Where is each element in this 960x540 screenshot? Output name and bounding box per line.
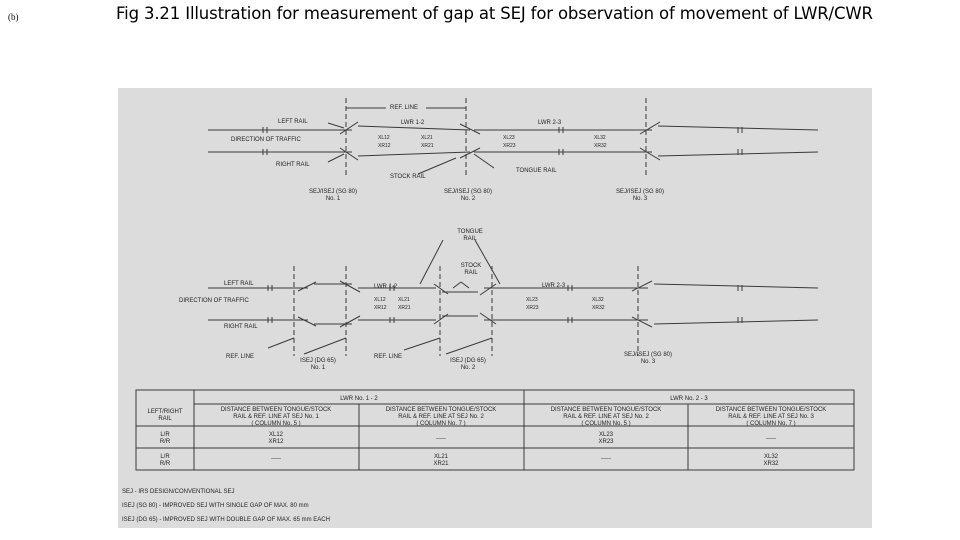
bottom-xl32: XL32 (592, 297, 604, 303)
top-lwr12-label: LWR 1-2 (401, 120, 425, 126)
table-rowhead-line2: RAIL (158, 416, 172, 422)
top-xl12: XL12 (378, 135, 390, 141)
table-col1-line3: ( COLUMN No. 5 ) (251, 421, 301, 427)
table-row2-xl32: XL32 (763, 454, 779, 460)
top-ref-line-label: REF. LINE (390, 105, 419, 111)
bottom-xr12: XR12 (374, 305, 387, 311)
top-xr12: XR12 (378, 143, 391, 149)
top-right-rail-label: RIGHT RAIL (276, 162, 310, 168)
bottom-isej2-label: ISEJ (DG 65) (450, 358, 486, 364)
table-row2-lr: L/R (160, 454, 170, 460)
table-row2-xl21: XL21 (433, 454, 449, 460)
top-diagram (208, 98, 818, 202)
note-sej: SEJ - IRS DESIGN/CONVENTIONAL SEJ (122, 489, 235, 495)
bottom-ref-line-1: REF. LINE (226, 354, 255, 360)
bottom-sej3-number: No. 3 (640, 359, 656, 365)
notes (122, 489, 330, 523)
table-col2-line3: ( COLUMN No. 7 ) (416, 421, 466, 427)
table-row1-xr23: XR23 (598, 439, 614, 445)
note-isej-sg80: ISEJ (SG 80) - IMPROVED SEJ WITH SINGLE GAP OF MAX. 80 mm (122, 503, 309, 509)
table-row1-rr: R/R (159, 439, 171, 445)
bottom-ref-line-2: REF. LINE (374, 354, 403, 360)
slide-title: Fig 3.21 Illustration for measurement of gap at SEJ for observation of movement of LWR/CWR (116, 4, 873, 23)
bottom-lwr12-label: LWR 1-2 (374, 284, 398, 290)
bottom-sej3-label: SEJ/ISEJ (SG 80) (623, 352, 673, 358)
top-sej2-label: SEJ/ISEJ (SG 80) (443, 189, 493, 195)
bottom-direction-label: DIRECTION OF TRAFFIC (179, 298, 249, 304)
top-sej2-number: No. 2 (460, 196, 476, 202)
bottom-xr23: XR23 (526, 305, 539, 311)
bottom-xl12: XL12 (374, 297, 386, 303)
top-xr21: XR21 (421, 143, 434, 149)
bottom-stock-rail-line2: RAIL (464, 270, 478, 276)
top-xr32: XR32 (594, 143, 607, 149)
table-col4-line3: ( COLUMN No. 7 ) (746, 421, 796, 427)
table-col1-line1: DISTANCE BETWEEN TONGUE/STOCK (220, 407, 332, 413)
measurement-table (136, 390, 854, 470)
table-row2-col3-dash: ----- (601, 456, 611, 462)
table-row2-col1-dash: ----- (271, 456, 281, 462)
bottom-right-rail-label: RIGHT RAIL (224, 324, 258, 330)
table-col3-line3: ( COLUMN No. 5 ) (581, 421, 631, 427)
bottom-isej2-number: No. 2 (460, 365, 476, 371)
table-row1-xr12: XR12 (268, 439, 284, 445)
table-group-lwr23: LWR No. 2 - 3 (670, 396, 708, 402)
table-col4-line1: DISTANCE BETWEEN TONGUE/STOCK (715, 407, 827, 413)
top-left-rail-label: LEFT RAIL (278, 119, 308, 125)
top-direction-label: DIRECTION OF TRAFFIC (231, 137, 301, 143)
bottom-diagram (179, 229, 818, 371)
table-row1-col4-dash: ----- (766, 436, 776, 442)
figure-tag: (b) (8, 12, 19, 22)
note-isej-dg65: ISEJ (DG 65) - IMPROVED SEJ WITH DOUBLE GAP OF MAX. 65 mm EACH (122, 517, 330, 523)
bottom-lwr23-label: LWR 2-3 (542, 283, 566, 289)
bottom-stock-rail-line1: STOCK (460, 263, 482, 269)
top-sej3-label: SEJ/ISEJ (SG 80) (615, 189, 665, 195)
bottom-tongue-rail-line1: TONGUE (457, 229, 483, 235)
table-group-lwr12: LWR No. 1 - 2 (340, 396, 378, 402)
table-col2-line1: DISTANCE BETWEEN TONGUE/STOCK (385, 407, 497, 413)
bottom-tongue-rail-line2: RAIL (463, 236, 477, 242)
top-xl32: XL32 (594, 135, 606, 141)
table-row2-rr: R/R (159, 461, 171, 467)
bottom-left-rail-label: LEFT RAIL (224, 281, 254, 287)
bottom-xr21: XR21 (398, 305, 411, 311)
top-sej1-number: No. 1 (325, 196, 341, 202)
sej-gap-figure (118, 88, 872, 528)
top-xr23: XR23 (503, 143, 516, 149)
table-rowhead-line1: LEFT/RIGHT (147, 409, 183, 415)
table-col3-line1: DISTANCE BETWEEN TONGUE/STOCK (550, 407, 662, 413)
table-row1-xl12: XL12 (268, 432, 284, 438)
table-col1-line2: RAIL & REF. LINE AT SEJ No. 1 (233, 414, 319, 420)
top-tongue-rail-label: TONGUE RAIL (516, 168, 557, 174)
table-row1-xl23: XL23 (598, 432, 614, 438)
bottom-xl23: XL23 (526, 297, 538, 303)
table-row1-lr: L/R (160, 432, 170, 438)
bottom-xl21: XL21 (398, 297, 410, 303)
bottom-isej1-label: ISEJ (DG 65) (300, 358, 336, 364)
top-lwr23-label: LWR 2-3 (538, 120, 562, 126)
top-sej1-label: SEJ/ISEJ (SG 80) (308, 189, 358, 195)
bottom-xr32: XR32 (592, 305, 605, 311)
table-row1-col2-dash: ----- (436, 436, 446, 442)
top-xl23: XL23 (503, 135, 515, 141)
bottom-isej1-number: No. 1 (310, 365, 326, 371)
sej-diagram (118, 88, 872, 528)
table-col3-line2: RAIL & REF. LINE AT SEJ No. 2 (563, 414, 649, 420)
top-stock-rail-label: STOCK RAIL (390, 174, 426, 180)
table-col4-line2: RAIL & REF. LINE AT SEJ No. 3 (728, 414, 814, 420)
table-row2-xr32: XR32 (763, 461, 779, 467)
top-sej3-number: No. 3 (632, 196, 648, 202)
table-row2-xr21: XR21 (433, 461, 449, 467)
table-col2-line2: RAIL & REF. LINE AT SEJ No. 2 (398, 414, 484, 420)
top-xl21: XL21 (421, 135, 433, 141)
